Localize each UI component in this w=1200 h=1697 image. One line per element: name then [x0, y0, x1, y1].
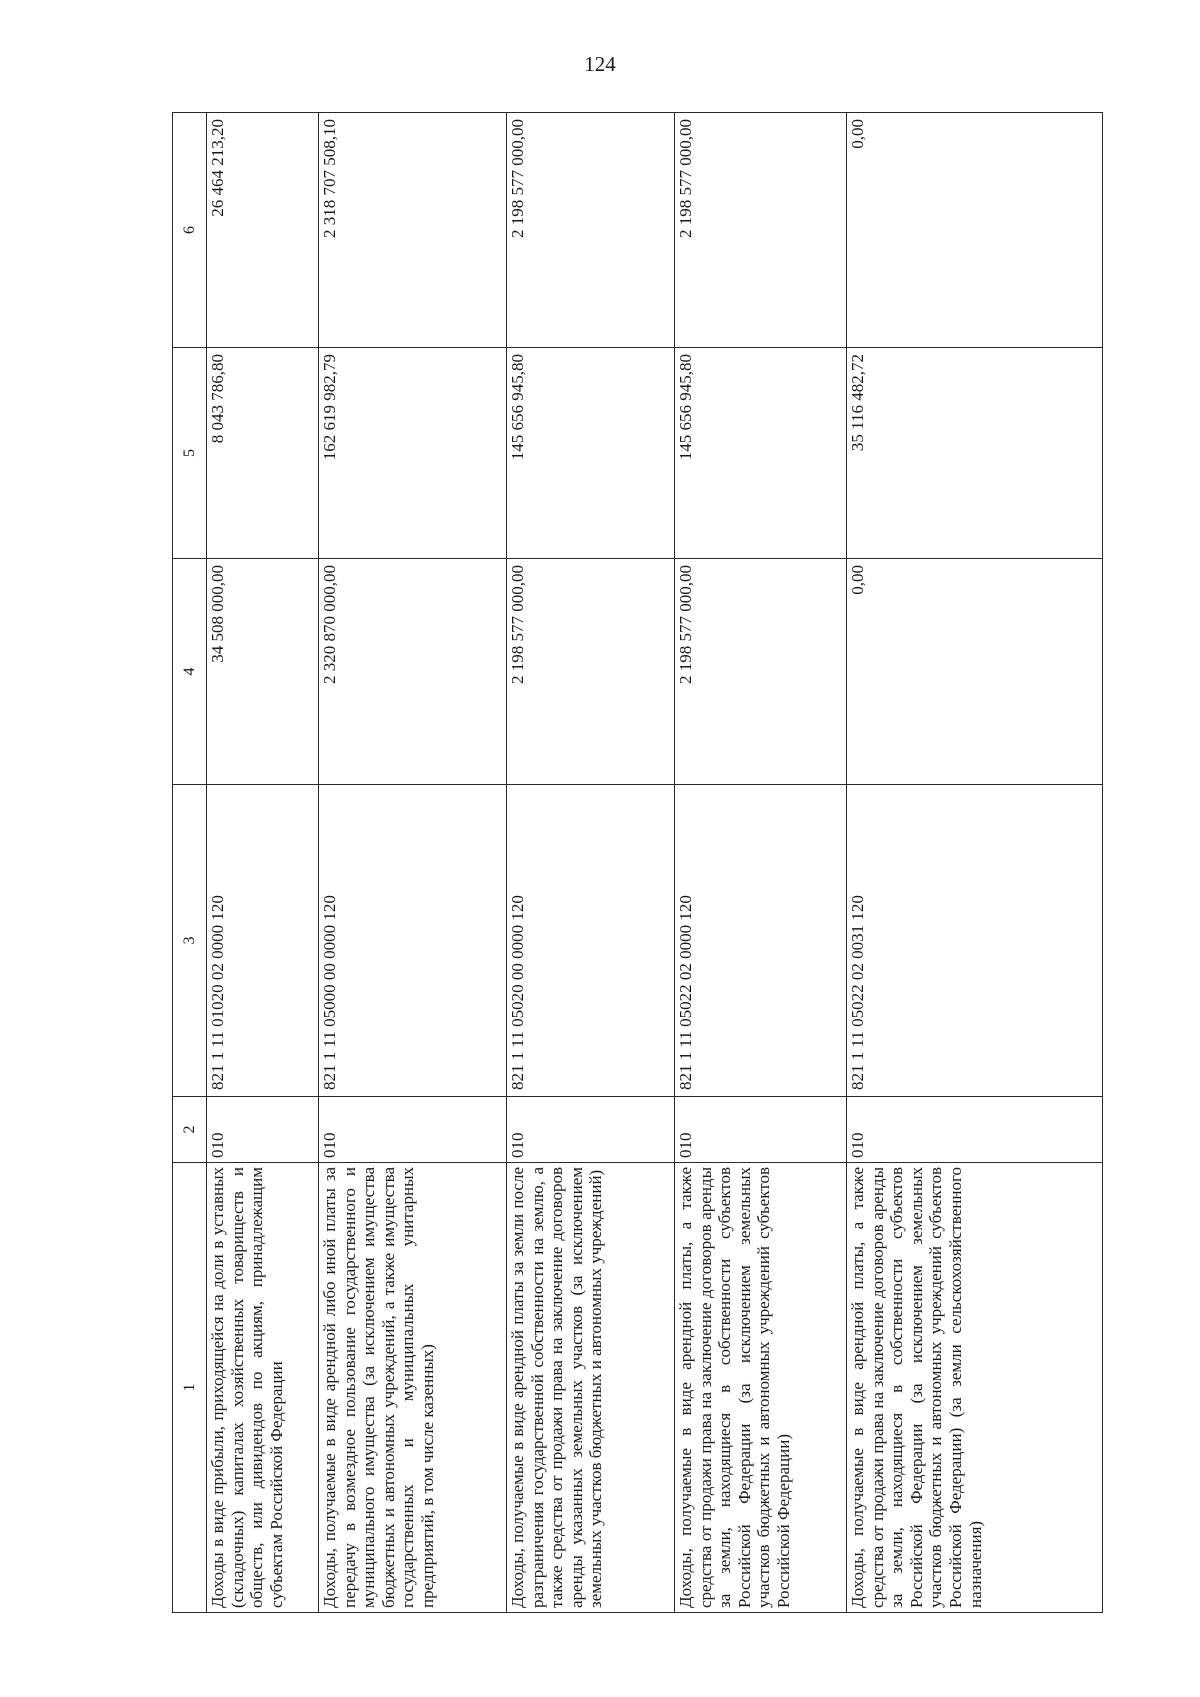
row-code: 010 — [847, 1097, 1103, 1163]
row-code: 010 — [319, 1097, 507, 1163]
amount-col6: 26 464 213,20 — [207, 113, 319, 348]
amount-col6: 0,00 — [847, 113, 1103, 348]
amount-col4: 2 198 577 000,00 — [675, 559, 847, 785]
amount-col6: 2 318 707 508,10 — [319, 113, 507, 348]
income-description: Доходы, получаемые в виде арендной платы за земли после разграничения государственной собственности на землю, а также средства от продажи права на заключение договоров аренды указанных земельных участков (за исключением земельных участков бюджетных и автономных учреждений) — [507, 1163, 675, 1613]
budget-classification-code: 821 1 11 05000 00 0000 120 — [319, 785, 507, 1097]
amount-col4: 34 508 000,00 — [207, 559, 319, 785]
amount-col4: 0,00 — [847, 559, 1103, 785]
income-description: Доходы, получаемые в виде арендной платы, а также средства от продажи права на заключение договоров аренды за земли, находящиеся в собственности субъектов Российской Федерации (за исключением земельных участков бюджетных и автономных учреждений субъектов Российской Федерации) — [675, 1163, 847, 1613]
column-number: 5 — [173, 348, 207, 559]
rotated-table-frame — [172, 113, 1200, 1608]
budget-classification-code: 821 1 11 01020 02 0000 120 — [207, 785, 319, 1097]
table-row — [507, 113, 675, 1613]
amount-col5: 35 116 482,72 — [847, 348, 1103, 559]
column-number: 3 — [173, 785, 207, 1097]
budget-classification-code: 821 1 11 05022 02 0000 120 — [675, 785, 847, 1097]
row-code: 010 — [207, 1097, 319, 1163]
column-number: 1 — [173, 1163, 207, 1613]
row-code: 010 — [507, 1097, 675, 1163]
column-number: 2 — [173, 1097, 207, 1163]
amount-col5: 162 619 982,79 — [319, 348, 507, 559]
revenue-table — [172, 112, 1103, 1613]
column-number-row — [173, 113, 207, 1613]
amount-col6: 2 198 577 000,00 — [675, 113, 847, 348]
amount-col5: 145 656 945,80 — [675, 348, 847, 559]
budget-classification-code: 821 1 11 05020 00 0000 120 — [507, 785, 675, 1097]
table-row — [207, 113, 319, 1613]
column-number: 4 — [173, 559, 207, 785]
amount-col6: 2 198 577 000,00 — [507, 113, 675, 348]
amount-col5: 145 656 945,80 — [507, 348, 675, 559]
column-number: 6 — [173, 113, 207, 348]
amount-col5: 8 043 786,80 — [207, 348, 319, 559]
income-description: Доходы в виде прибыли, приходящейся на доли в уставных (складочных) капиталах хозяйственных товариществ и обществ, или дивидендов по акциям, принадлежащим субъектам Российской Федерации — [207, 1163, 319, 1613]
budget-classification-code: 821 1 11 05022 02 0031 120 — [847, 785, 1103, 1097]
table-row — [847, 113, 1103, 1613]
table-row — [319, 113, 507, 1613]
page-number: 124 — [584, 52, 616, 76]
rotated-table-content — [172, 113, 1102, 1613]
income-description: Доходы, получаемые в виде арендной платы, а также средства от продажи права на заключение договоров аренды за земли, находящиеся в собственности субъектов Российской Федерации (за исключением земельных участков бюджетных и автономных учреждений субъектов Российской Федерации) (за земли сельскохозяйственного назначения) — [847, 1163, 1103, 1613]
amount-col4: 2 198 577 000,00 — [507, 559, 675, 785]
income-description: Доходы, получаемые в виде арендной либо иной платы за передачу в возмездное пользование государственного и муниципального имущества (за исключением имущества бюджетных и автономных учреждений, а также имущества государственных и муниципальных унитарных предприятий, в том числе казенных) — [319, 1163, 507, 1613]
row-code: 010 — [675, 1097, 847, 1163]
amount-col4: 2 320 870 000,00 — [319, 559, 507, 785]
table-row — [675, 113, 847, 1613]
